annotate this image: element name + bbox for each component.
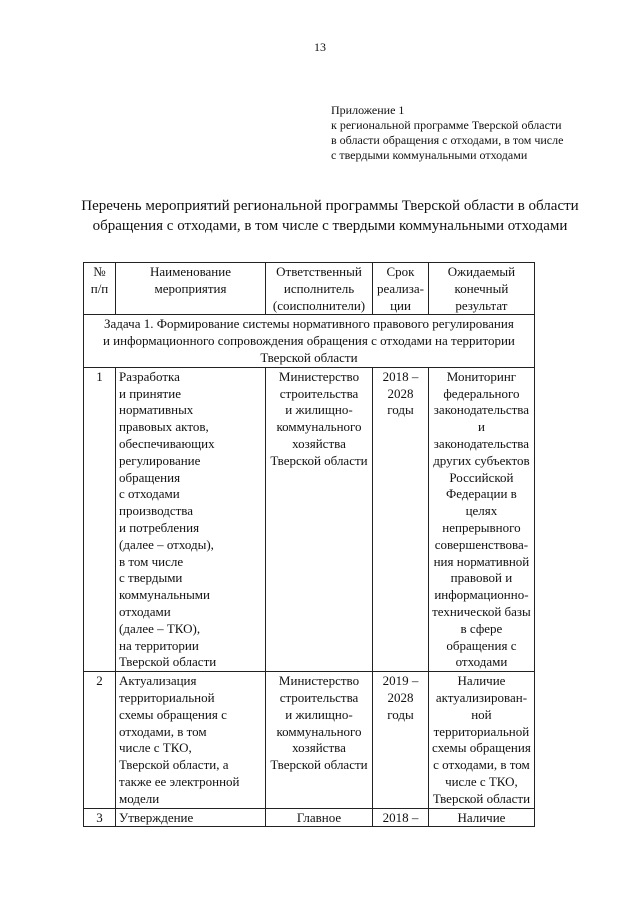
cell-line: хозяйства [292,740,346,756]
responsible-executor [266,367,373,671]
cell-line: Наличие [457,673,506,689]
cell-line: с твердыми [119,570,183,586]
row-number: 2 [84,672,116,808]
cell-line: Утверждение [119,809,194,825]
cell-line: и потребления [119,519,200,535]
cell-line: обеспечивающих [119,435,215,451]
cell-line: коммунальными [119,587,210,603]
task-1-heading [84,315,535,367]
cell-line: Актуализация [119,673,197,689]
cell-line: совершенствова- [434,536,529,552]
cell-line: ния нормативной [433,553,530,569]
cell-line: технической базы [432,603,531,619]
implementation-term [373,672,429,808]
cell-line: актуализирован- [435,689,528,705]
cell-line: Задача 1. Формирование системы нормативного правового регулирования [104,316,514,332]
cell-line: законодательства [433,402,530,418]
cell-line: Наличие [457,809,506,825]
cell-line: отходами [119,603,171,619]
measure-name [116,367,266,671]
responsible-executor [266,672,373,808]
cell-line: 2019 – [382,673,419,689]
cell-line: Ожидаемый [447,264,516,279]
cell-line: исполнитель [283,280,355,296]
cell-line: годы [387,706,414,722]
expected-result [429,672,535,808]
cell-line: Тверской области [270,452,368,468]
expected-result [429,367,535,671]
cell-line: схемы обращения [432,740,531,756]
cell-line: также ее электронной [119,773,240,789]
cell-line: реализа- [377,280,424,296]
cell-line: строительства [279,689,359,705]
cell-line: и жилищно- [285,402,353,418]
cell-line: Тверской области [119,654,217,670]
cell-line: с отходами, в том [433,757,530,773]
cell-line: Мониторинг [446,368,517,384]
cell-line: Министерство [278,368,360,384]
cell-line: с отходами [119,486,180,502]
cell-line: территориальной [433,723,530,739]
cell-line: Тверской области [260,349,358,365]
implementation-term [373,808,429,827]
cell-line: № [93,264,106,279]
cell-line: Ответственный [276,264,362,279]
cell-line: и принятие [119,385,181,401]
cell-line: правовой и [450,570,513,586]
cell-line: ции [390,297,411,313]
cell-line: коммунального [276,723,362,739]
table-header-row [84,263,535,315]
measures-table [83,262,535,827]
cell-line: регулирование [119,452,201,468]
cell-line: на территории [119,637,199,653]
header-responsible [266,263,373,315]
cell-line: Разработка [119,368,180,384]
cell-line: информационно- [434,587,529,603]
cell-line: Федерации в [446,486,517,502]
row-number: 1 [84,367,116,671]
cell-line: Наименование [150,264,231,279]
cell-line: законодательства [433,435,530,451]
cell-line: конечный [454,280,509,296]
title-line: обращения с отходами, в том числе с твердыми коммунальными отходами [92,218,568,234]
cell-line: обращения с [446,637,517,653]
cell-line: Срок [386,264,415,279]
cell-line: отходами [455,654,508,670]
cell-line: результат [455,297,508,313]
cell-line: схемы обращения с [119,706,227,722]
cell-line: нормативных [119,402,194,418]
cell-line: 2028 [387,689,414,705]
cell-line: Министерство [278,673,360,689]
cell-line: Российской [449,469,514,485]
cell-line: целях [465,503,498,519]
cell-line: мероприятия [154,280,227,296]
row-number: 3 [84,808,116,827]
cell-line: Главное [296,809,342,825]
responsible-executor [266,808,373,827]
cell-line: и жилищно- [285,706,353,722]
table-row [84,808,535,827]
cell-line: отходами, в том [119,723,207,739]
appendix-line: к региональной программе Тверской области [331,118,562,132]
appendix-line: в области обращения с отходами, в том числе [331,133,564,147]
cell-line: модели [119,790,160,806]
cell-line: федерального [443,385,520,401]
cell-line: ной [471,706,492,722]
cell-line: Тверской области [270,757,368,773]
table-row [84,367,535,671]
cell-line: обращения [119,469,181,485]
expected-result [429,808,535,827]
cell-line: Тверской области [432,790,531,806]
cell-line: других субъектов [433,452,530,468]
header-measure-name [116,263,266,315]
cell-line: Тверской области, а [119,757,229,773]
cell-line: хозяйства [292,435,346,451]
cell-line: числе с ТКО, [119,740,192,756]
cell-line: строительства [279,385,359,401]
appendix-note [331,103,563,163]
table-row [84,672,535,808]
cell-line: непрерывного [442,519,521,535]
cell-line: 2018 – [382,809,419,825]
cell-line: числе с ТКО, [445,773,518,789]
task-row [84,315,535,367]
page-number: 13 [314,40,326,54]
cell-line: (далее – отходы), [119,536,214,552]
cell-line: п/п [90,280,109,296]
cell-line: производства [119,503,194,519]
title-line: Перечень мероприятий региональной программы Тверской области в области [81,198,579,214]
cell-line: правовых актов, [119,419,209,435]
cell-line: коммунального [276,419,362,435]
implementation-term [373,367,429,671]
header-result [429,263,535,315]
cell-line: 2028 [387,385,414,401]
cell-line: 2018 – [382,368,419,384]
header-number [84,263,116,315]
cell-line: территориальной [119,689,215,705]
document-title [60,196,600,236]
cell-line: в том числе [119,553,184,569]
header-term [373,263,429,315]
measure-name [116,672,266,808]
cell-line: в сфере [460,620,503,636]
cell-line: (соисполнители) [272,297,366,313]
measure-name [116,808,266,827]
appendix-line: с твердыми коммунальными отходами [331,148,528,162]
cell-line: годы [387,402,414,418]
cell-line: и [477,419,485,435]
appendix-line: Приложение 1 [331,103,405,117]
cell-line: (далее – ТКО), [119,620,201,636]
cell-line: и информационного сопровождения обращения с отходами на территории [102,333,515,349]
